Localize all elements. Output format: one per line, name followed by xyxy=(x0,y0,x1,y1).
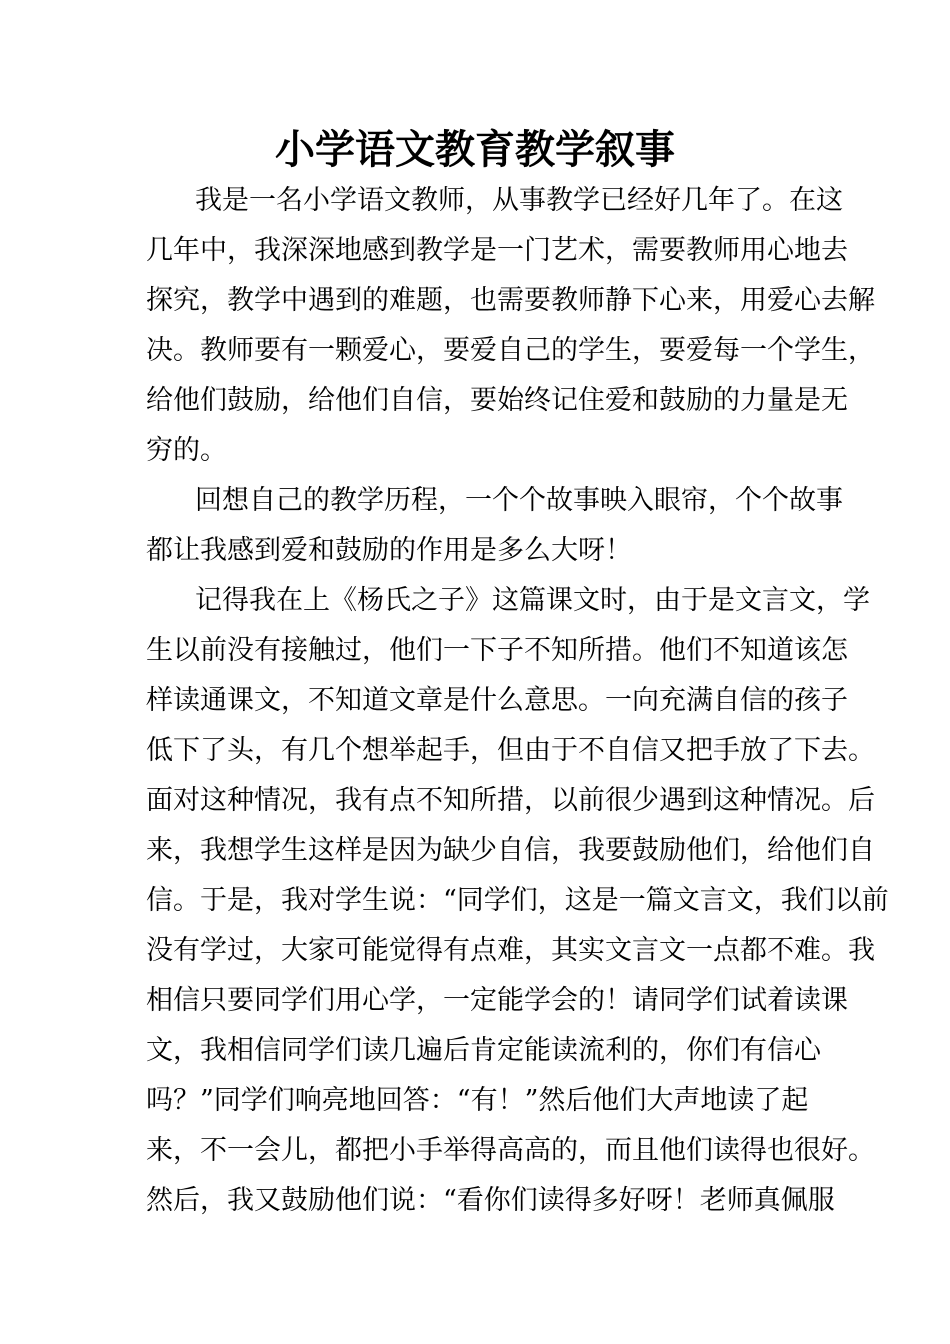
body-line: 然后，我又鼓励他们说：“看你们读得多好呀！老师真佩服 xyxy=(146,1185,835,1216)
body-line: 样读通课文，不知道文章是什么意思。一向充满自信的孩子 xyxy=(146,685,848,716)
body-line: 我是一名小学语文教师，从事教学已经好几年了。在这 xyxy=(195,185,843,216)
body-line: 文，我相信同学们读几遍后肯定能读流利的，你们有信心 xyxy=(146,1035,821,1066)
body-line: 穷的。 xyxy=(146,435,227,466)
body-line: 低下了头，有几个想举起手，但由于不自信又把手放了下去。 xyxy=(146,735,875,766)
body-line: 没有学过，大家可能觉得有点难，其实文言文一点都不难。我 xyxy=(146,935,875,966)
body-line: 都让我感到爱和鼓励的作用是多么大呀！ xyxy=(146,535,632,566)
body-line: 相信只要同学们用心学，一定能学会的！请同学们试着读课 xyxy=(146,985,848,1016)
body-line: 几年中，我深深地感到教学是一门艺术，需要教师用心地去 xyxy=(146,235,848,266)
document-title: 小学语文教育教学叙事 xyxy=(275,126,675,173)
body-line: 记得我在上《杨氏之子》这篇课文时，由于是文言文，学 xyxy=(195,585,870,616)
body-line: 面对这种情况，我有点不知所措，以前很少遇到这种情况。后 xyxy=(146,785,875,816)
body-line: 回想自己的教学历程，一个个故事映入眼帘，个个故事 xyxy=(195,485,843,516)
body-line: 给他们鼓励，给他们自信，要始终记住爱和鼓励的力量是无 xyxy=(146,385,848,416)
body-line: 信。于是，我对学生说：“同学们，这是一篇文言文，我们以前 xyxy=(146,885,889,916)
body-line: 来，不一会儿，都把小手举得高高的，而且他们读得也很好。 xyxy=(146,1135,875,1166)
body-line: 决。教师要有一颗爱心，要爱自己的学生，要爱每一个学生， xyxy=(146,335,875,366)
body-line: 来，我想学生这样是因为缺少自信，我要鼓励他们，给他们自 xyxy=(146,835,875,866)
body-line: 生以前没有接触过，他们一下子不知所措。他们不知道该怎 xyxy=(146,635,848,666)
body-line: 探究，教学中遇到的难题，也需要教师静下心来，用爱心去解 xyxy=(146,285,875,316)
body-line: 吗？”同学们响亮地回答：“有！”然后他们大声地读了起 xyxy=(146,1085,809,1116)
